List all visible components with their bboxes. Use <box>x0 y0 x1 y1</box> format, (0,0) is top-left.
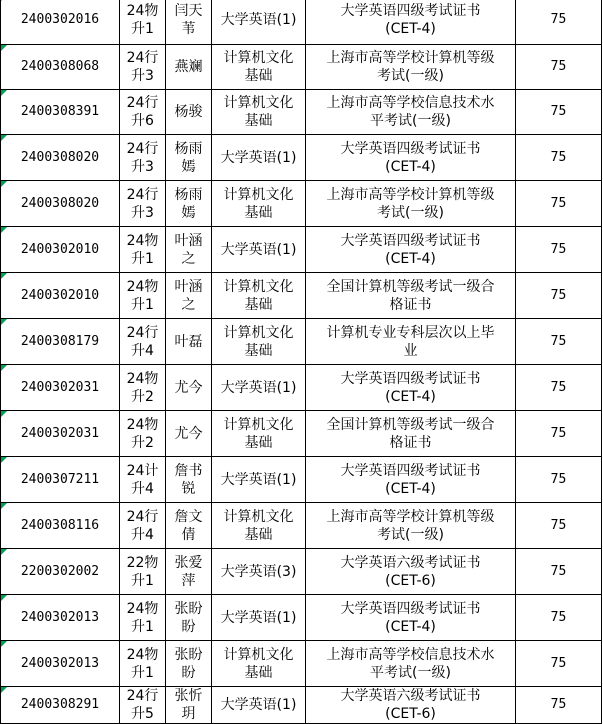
student-id-cell <box>1 411 120 457</box>
student-id-cell <box>1 549 120 595</box>
certificate-cell <box>306 687 516 724</box>
class-line-2: 升5 <box>131 706 154 722</box>
class-line-2: 升2 <box>131 388 154 405</box>
student-name-cell <box>166 319 212 365</box>
student-name-line-2: 盼 <box>181 664 196 681</box>
certificate-line-1: 大学英语四级考试证书 <box>340 462 481 479</box>
certificate-line-2: (CET-6) <box>385 706 436 722</box>
certificate-line-1: 大学英语六级考试证书 <box>340 554 481 571</box>
student-name-cell <box>166 503 212 549</box>
certificate-cell <box>306 549 516 595</box>
certificate-cell <box>306 365 516 411</box>
certificate-line-2: (CET-4) <box>385 158 436 175</box>
certificate-line-1: 上海市高等学校计算机等级 <box>326 50 495 66</box>
course-cell <box>212 595 306 641</box>
student-name-line-1: 杨雨 <box>174 140 203 157</box>
cell-marker-icon <box>1 687 7 693</box>
score-line-1: 75 <box>550 59 567 74</box>
class-line-2: 升3 <box>131 204 154 221</box>
certificate-line-2: (CET-6) <box>385 572 436 589</box>
course-line-1: 计算机文化 <box>223 186 294 203</box>
student-name-cell <box>166 411 212 457</box>
class-cell <box>120 365 166 411</box>
score-line-1: 75 <box>550 425 567 441</box>
course-line-2: 基础 <box>244 113 273 129</box>
course-cell <box>212 319 306 365</box>
score-line-1: 75 <box>550 104 567 119</box>
course-cell <box>212 641 306 687</box>
table-row <box>1 181 602 227</box>
certificate-line-2: 平考试(一级) <box>370 113 451 129</box>
score-cell <box>516 273 602 319</box>
student-name-cell <box>166 687 212 724</box>
class-cell <box>120 503 166 549</box>
certificate-cell <box>306 0 516 45</box>
class-line-1: 24物 <box>126 600 159 617</box>
student-name-cell <box>166 595 212 641</box>
class-cell <box>120 135 166 181</box>
class-line-2: 升1 <box>131 20 154 37</box>
student-name-cell <box>166 0 212 45</box>
class-cell <box>120 319 166 365</box>
class-line-2: 升2 <box>131 434 154 451</box>
course-line-1: 大学英语(1) <box>220 609 297 626</box>
score-line-1: 75 <box>550 11 567 27</box>
certificate-line-1: 大学英语四级考试证书 <box>340 370 481 387</box>
class-line-2: 升4 <box>131 526 154 543</box>
table-row <box>1 90 602 135</box>
student-id-cell <box>1 273 120 319</box>
table-row <box>1 365 602 411</box>
table-row <box>1 227 602 273</box>
course-cell <box>212 181 306 227</box>
student-id-line-1: 2400302013 <box>20 655 100 671</box>
certificate-cell <box>306 595 516 641</box>
cell-marker-icon <box>1 273 7 279</box>
certificate-cell <box>306 411 516 457</box>
student-id-line-1: 2400308116 <box>20 517 100 533</box>
class-cell <box>120 45 166 90</box>
certificate-line-1: 大学英语四级考试证书 <box>340 232 481 249</box>
score-line-1: 75 <box>550 149 567 165</box>
score-line-1: 75 <box>550 287 567 303</box>
class-line-1: 24行 <box>126 95 159 111</box>
table-row <box>1 135 602 181</box>
class-line-1: 24物 <box>126 278 159 295</box>
table-row <box>1 503 602 549</box>
student-id-cell <box>1 503 120 549</box>
cell-marker-icon <box>1 135 7 141</box>
student-id-line-1: 2400308291 <box>20 697 100 712</box>
certificate-line-1: 全国计算机等级考试一级合 <box>326 416 495 433</box>
certificate-line-2: (CET-4) <box>385 618 436 635</box>
records-table-body <box>1 0 602 724</box>
certificate-line-1: 大学英语四级考试证书 <box>340 140 481 157</box>
student-id-line-1: 2400307211 <box>20 471 100 487</box>
certificate-cell <box>306 90 516 135</box>
score-cell <box>516 641 602 687</box>
score-line-1: 75 <box>550 697 567 712</box>
class-line-1: 24物 <box>126 232 159 249</box>
cell-marker-icon <box>1 365 7 371</box>
certificate-line-1: 大学英语四级考试证书 <box>340 600 481 617</box>
score-line-1: 75 <box>550 563 567 579</box>
class-cell <box>120 549 166 595</box>
student-name-cell <box>166 641 212 687</box>
class-cell <box>120 687 166 724</box>
student-name-line-1: 尤今 <box>174 379 203 396</box>
class-cell <box>120 411 166 457</box>
table-row <box>1 0 602 45</box>
student-id-line-1: 2400302016 <box>20 11 100 27</box>
student-name-line-2: 嫣 <box>181 204 196 221</box>
student-name-line-2: 嫣 <box>181 158 196 175</box>
student-id-line-1: 2400308020 <box>20 195 100 211</box>
student-id-cell <box>1 135 120 181</box>
course-line-1: 计算机文化 <box>223 416 294 433</box>
student-name-cell <box>166 227 212 273</box>
student-id-line-1: 2400308020 <box>20 149 100 165</box>
class-line-1: 24行 <box>126 508 159 525</box>
certificate-line-1: 大学英语六级考试证书 <box>340 688 481 704</box>
student-id-line-1: 2400302031 <box>20 379 100 395</box>
class-line-2: 升4 <box>131 480 154 497</box>
student-id-cell <box>1 319 120 365</box>
certificate-cell <box>306 457 516 503</box>
score-line-1: 75 <box>550 333 567 349</box>
certificate-line-2: (CET-4) <box>385 388 436 405</box>
student-id-cell <box>1 90 120 135</box>
certificate-line-1: 大学英语四级考试证书 <box>340 2 481 19</box>
student-name-line-1: 叶磊 <box>174 333 203 350</box>
student-name-cell <box>166 90 212 135</box>
score-line-1: 75 <box>550 609 567 625</box>
certificate-cell <box>306 227 516 273</box>
course-cell <box>212 365 306 411</box>
score-line-1: 75 <box>550 379 567 395</box>
class-line-2: 升1 <box>131 296 154 313</box>
student-id-cell <box>1 595 120 641</box>
course-line-2: 基础 <box>244 434 273 451</box>
class-line-1: 24计 <box>126 462 159 479</box>
course-line-2: 基础 <box>244 526 273 543</box>
student-name-line-2: 锐 <box>181 480 196 497</box>
score-cell <box>516 181 602 227</box>
cell-marker-icon <box>1 595 7 601</box>
course-line-1: 大学英语(1) <box>220 241 297 258</box>
course-cell <box>212 135 306 181</box>
certificate-line-2: 格证书 <box>389 434 432 451</box>
student-name-line-2: 之 <box>181 250 196 267</box>
score-cell <box>516 365 602 411</box>
course-cell <box>212 227 306 273</box>
student-id-cell <box>1 687 120 724</box>
student-id-cell <box>1 227 120 273</box>
cell-marker-icon <box>1 227 7 233</box>
score-cell <box>516 45 602 90</box>
course-line-1: 大学英语(1) <box>220 471 297 488</box>
course-cell <box>212 45 306 90</box>
cell-marker-icon <box>1 45 7 51</box>
table-row <box>1 687 602 724</box>
student-id-cell <box>1 45 120 90</box>
certificate-line-2: 考试(一级) <box>377 526 444 543</box>
certificate-line-1: 全国计算机等级考试一级合 <box>326 278 495 295</box>
table-row <box>1 549 602 595</box>
table-row <box>1 457 602 503</box>
class-line-2: 升3 <box>131 158 154 175</box>
student-name-line-1: 张盼 <box>174 600 203 617</box>
student-name-line-1: 杨雨 <box>174 186 203 203</box>
table-row <box>1 45 602 90</box>
certificate-line-1: 上海市高等学校信息技术水 <box>326 95 495 111</box>
cell-marker-icon <box>1 503 7 509</box>
class-line-1: 24行 <box>126 50 159 66</box>
student-name-line-1: 尤今 <box>174 425 203 442</box>
score-line-1: 75 <box>550 655 567 671</box>
class-cell <box>120 641 166 687</box>
certificate-line-2: 格证书 <box>389 296 432 313</box>
student-id-line-1: 2400302031 <box>20 425 100 441</box>
course-line-2: 基础 <box>244 296 273 313</box>
student-name-line-2: 倩 <box>181 526 196 543</box>
score-cell <box>516 595 602 641</box>
class-line-1: 24行 <box>126 688 159 704</box>
class-line-2: 升1 <box>131 250 154 267</box>
score-cell <box>516 411 602 457</box>
class-line-1: 24物 <box>126 416 159 433</box>
class-cell <box>120 595 166 641</box>
course-line-2: 基础 <box>244 664 273 681</box>
student-name-cell <box>166 181 212 227</box>
student-id-line-1: 2200302002 <box>20 563 100 579</box>
score-cell <box>516 457 602 503</box>
student-name-line-2: 盼 <box>181 618 196 635</box>
certificate-cell <box>306 503 516 549</box>
certificate-cell <box>306 135 516 181</box>
cell-marker-icon <box>1 411 7 417</box>
student-name-line-1: 燕斓 <box>174 59 203 75</box>
student-id-line-1: 2400308391 <box>20 104 100 119</box>
cell-marker-icon <box>1 90 7 96</box>
course-line-1: 大学英语(1) <box>220 11 297 28</box>
class-line-1: 24物 <box>126 370 159 387</box>
score-line-1: 75 <box>550 195 567 211</box>
course-cell <box>212 503 306 549</box>
student-name-cell <box>166 273 212 319</box>
student-name-line-2: 苇 <box>181 20 196 37</box>
student-name-line-1: 张盼 <box>174 646 203 663</box>
student-id-cell <box>1 365 120 411</box>
course-line-2: 基础 <box>244 204 273 221</box>
course-line-1: 大学英语(1) <box>220 697 297 713</box>
student-id-line-1: 2400302013 <box>20 609 100 625</box>
student-id-cell <box>1 0 120 45</box>
course-line-1: 计算机文化 <box>223 324 294 341</box>
student-id-line-1: 2400302010 <box>20 241 100 257</box>
certificate-cell <box>306 181 516 227</box>
class-line-2: 升6 <box>131 113 154 129</box>
course-line-2: 基础 <box>244 68 273 84</box>
course-line-1: 大学英语(3) <box>220 563 297 580</box>
score-line-1: 75 <box>550 241 567 257</box>
cell-marker-icon <box>1 457 7 463</box>
certificate-line-2: 考试(一级) <box>377 204 444 221</box>
student-id-cell <box>1 641 120 687</box>
class-cell <box>120 227 166 273</box>
student-name-line-1: 闫天 <box>174 2 203 19</box>
class-line-2: 升1 <box>131 618 154 635</box>
student-id-line-1: 2400308179 <box>20 333 100 349</box>
course-line-1: 计算机文化 <box>223 278 294 295</box>
certificate-line-2: 考试(一级) <box>377 68 444 84</box>
student-id-cell <box>1 181 120 227</box>
course-cell <box>212 0 306 45</box>
student-id-cell <box>1 457 120 503</box>
class-cell <box>120 0 166 45</box>
student-id-line-1: 2400308068 <box>20 59 100 74</box>
table-row <box>1 273 602 319</box>
cell-marker-icon <box>1 549 7 555</box>
class-line-1: 24行 <box>126 140 159 157</box>
certificate-line-1: 上海市高等学校信息技术水 <box>326 646 495 663</box>
score-cell <box>516 90 602 135</box>
score-cell <box>516 227 602 273</box>
certificate-line-2: 平考试(一级) <box>370 664 451 681</box>
course-cell <box>212 90 306 135</box>
student-name-line-1: 张忻 <box>174 688 203 704</box>
certificate-cell <box>306 319 516 365</box>
certificate-cell <box>306 641 516 687</box>
cell-marker-icon <box>1 319 7 325</box>
certificate-line-1: 计算机专业专科层次以上毕 <box>326 324 495 341</box>
student-name-cell <box>166 457 212 503</box>
table-row <box>1 595 602 641</box>
class-line-2: 升1 <box>131 664 154 681</box>
score-cell <box>516 549 602 595</box>
class-line-1: 24物 <box>126 2 159 19</box>
course-line-1: 大学英语(1) <box>220 149 297 166</box>
course-cell <box>212 687 306 724</box>
class-line-1: 22物 <box>126 554 159 571</box>
course-line-2: 基础 <box>244 342 273 359</box>
score-cell <box>516 687 602 724</box>
course-line-1: 计算机文化 <box>223 646 294 663</box>
student-name-line-2: 萍 <box>181 572 196 589</box>
class-line-1: 24行 <box>126 324 159 341</box>
student-name-cell <box>166 549 212 595</box>
certificate-line-1: 上海市高等学校计算机等级 <box>326 186 495 203</box>
student-name-cell <box>166 45 212 90</box>
score-line-1: 75 <box>550 471 567 487</box>
student-name-cell <box>166 135 212 181</box>
certificate-line-2: (CET-4) <box>385 250 436 267</box>
class-line-2: 升3 <box>131 68 154 84</box>
table-row <box>1 319 602 365</box>
student-name-line-1: 叶涵 <box>174 278 203 295</box>
score-cell <box>516 319 602 365</box>
score-cell <box>516 0 602 45</box>
cell-marker-icon <box>1 641 7 647</box>
course-line-1: 计算机文化 <box>223 508 294 525</box>
score-line-1: 75 <box>550 517 567 533</box>
student-name-line-2: 之 <box>181 296 196 313</box>
class-cell <box>120 457 166 503</box>
certificate-line-1: 上海市高等学校计算机等级 <box>326 508 495 525</box>
student-name-line-1: 詹书 <box>174 462 203 479</box>
class-line-2: 升1 <box>131 572 154 589</box>
student-name-cell <box>166 365 212 411</box>
class-line-1: 24物 <box>126 646 159 663</box>
class-cell <box>120 181 166 227</box>
certificate-line-2: (CET-4) <box>385 20 436 37</box>
course-cell <box>212 457 306 503</box>
student-name-line-1: 张爱 <box>174 554 203 571</box>
course-cell <box>212 411 306 457</box>
student-name-line-2: 玥 <box>181 706 196 722</box>
class-cell <box>120 273 166 319</box>
class-cell <box>120 90 166 135</box>
score-cell <box>516 503 602 549</box>
class-line-2: 升4 <box>131 342 154 359</box>
class-line-1: 24行 <box>126 186 159 203</box>
table-row <box>1 411 602 457</box>
course-line-1: 计算机文化 <box>223 50 294 66</box>
certificate-line-2: 业 <box>403 342 418 359</box>
course-line-1: 计算机文化 <box>223 95 294 111</box>
cell-marker-icon <box>1 181 7 187</box>
student-name-line-1: 詹文 <box>174 508 203 525</box>
course-cell <box>212 273 306 319</box>
course-cell <box>212 549 306 595</box>
cell-marker-icon <box>1 0 7 1</box>
table-row <box>1 641 602 687</box>
score-cell <box>516 135 602 181</box>
certificate-cell <box>306 273 516 319</box>
student-name-line-1: 叶涵 <box>174 232 203 249</box>
certificate-cell <box>306 45 516 90</box>
student-name-line-1: 杨骏 <box>174 104 203 120</box>
certificate-line-2: (CET-4) <box>385 480 436 497</box>
student-id-line-1: 2400302010 <box>20 287 100 303</box>
course-line-1: 大学英语(1) <box>220 379 297 396</box>
